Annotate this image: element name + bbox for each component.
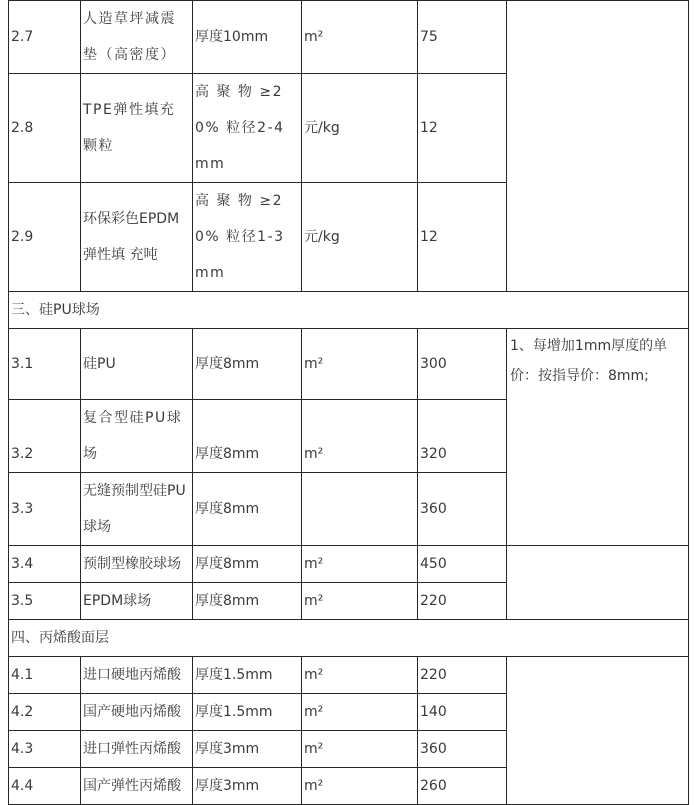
item-unit: 元/kg: [302, 74, 418, 183]
item-number: 3.5: [9, 583, 81, 620]
item-unit: m²: [302, 546, 418, 583]
item-spec: 厚度8mm: [193, 329, 302, 400]
item-price: 320: [418, 400, 507, 473]
item-spec: 厚度10mm: [193, 1, 302, 74]
item-name: 进口硬地丙烯酸: [81, 657, 193, 694]
remark-cell: [507, 1, 689, 292]
item-unit: m²: [302, 400, 418, 473]
item-spec: 高 聚 物 ≥20% 粒径2-4mm: [193, 74, 302, 183]
price-table: [8, 0, 689, 805]
table-row: [9, 329, 689, 400]
item-spec: 厚度3mm: [193, 731, 302, 768]
item-price: 12: [418, 74, 507, 183]
item-name: 硅PU: [81, 329, 193, 400]
item-number: 3.1: [9, 329, 81, 400]
section-header-row: [9, 620, 689, 657]
remark-cell: [507, 657, 689, 805]
item-number: 3.2: [9, 400, 81, 473]
item-unit: m²: [302, 583, 418, 620]
item-number: 4.2: [9, 694, 81, 731]
item-price: 360: [418, 473, 507, 546]
table-row: [9, 546, 689, 583]
item-spec: 厚度8mm: [193, 546, 302, 583]
item-unit: m²: [302, 329, 418, 400]
item-price: 360: [418, 731, 507, 768]
item-unit: 元/kg: [302, 183, 418, 292]
item-name: 环保彩色EPDM弹性填 充吨: [81, 183, 193, 292]
item-unit: m²: [302, 731, 418, 768]
item-number: 2.9: [9, 183, 81, 292]
item-spec: 高 聚 物 ≥20% 粒径1-3mm: [193, 183, 302, 292]
item-unit: m²: [302, 768, 418, 805]
item-price: 75: [418, 1, 507, 74]
item-name: 复合型硅PU球场: [81, 400, 193, 473]
item-number: 2.7: [9, 1, 81, 74]
item-spec: 厚度1.5mm: [193, 657, 302, 694]
item-spec: 厚度8mm: [193, 583, 302, 620]
item-name: 国产硬地丙烯酸: [81, 694, 193, 731]
item-name: 进口弹性丙烯酸: [81, 731, 193, 768]
item-unit: m²: [302, 1, 418, 74]
table-row: [9, 657, 689, 694]
section-header-row: [9, 292, 689, 329]
remark-cell: [507, 546, 689, 620]
item-price: 260: [418, 768, 507, 805]
item-name: EPDM球场: [81, 583, 193, 620]
item-name: TPE弹性填充颗粒: [81, 74, 193, 183]
item-name: 人造草坪减震垫（高密度）: [81, 1, 193, 74]
item-price: 220: [418, 583, 507, 620]
item-number: 3.3: [9, 473, 81, 546]
item-number: 4.4: [9, 768, 81, 805]
item-name: 国产弹性丙烯酸: [81, 768, 193, 805]
remark-note: 1、每增加1mm厚度的单价：按指导价：8mm;: [507, 329, 689, 546]
item-spec: 厚度3mm: [193, 768, 302, 805]
item-price: 140: [418, 694, 507, 731]
item-number: 4.1: [9, 657, 81, 694]
item-price: 12: [418, 183, 507, 292]
item-unit: [302, 473, 418, 546]
item-name: 无缝预制型硅PU球场: [81, 473, 193, 546]
item-name: 预制型橡胶球场: [81, 546, 193, 583]
item-number: 2.8: [9, 74, 81, 183]
item-number: 4.3: [9, 731, 81, 768]
item-unit: m²: [302, 694, 418, 731]
item-number: 3.4: [9, 546, 81, 583]
item-spec: 厚度8mm: [193, 473, 302, 546]
item-unit: m²: [302, 657, 418, 694]
item-spec: 厚度8mm: [193, 400, 302, 473]
item-price: 220: [418, 657, 507, 694]
table-row: [9, 1, 689, 74]
item-price: 450: [418, 546, 507, 583]
section-title: 四、丙烯酸面层: [9, 620, 689, 657]
item-price: 300: [418, 329, 507, 400]
section-title: 三、硅PU球场: [9, 292, 689, 329]
item-spec: 厚度1.5mm: [193, 694, 302, 731]
